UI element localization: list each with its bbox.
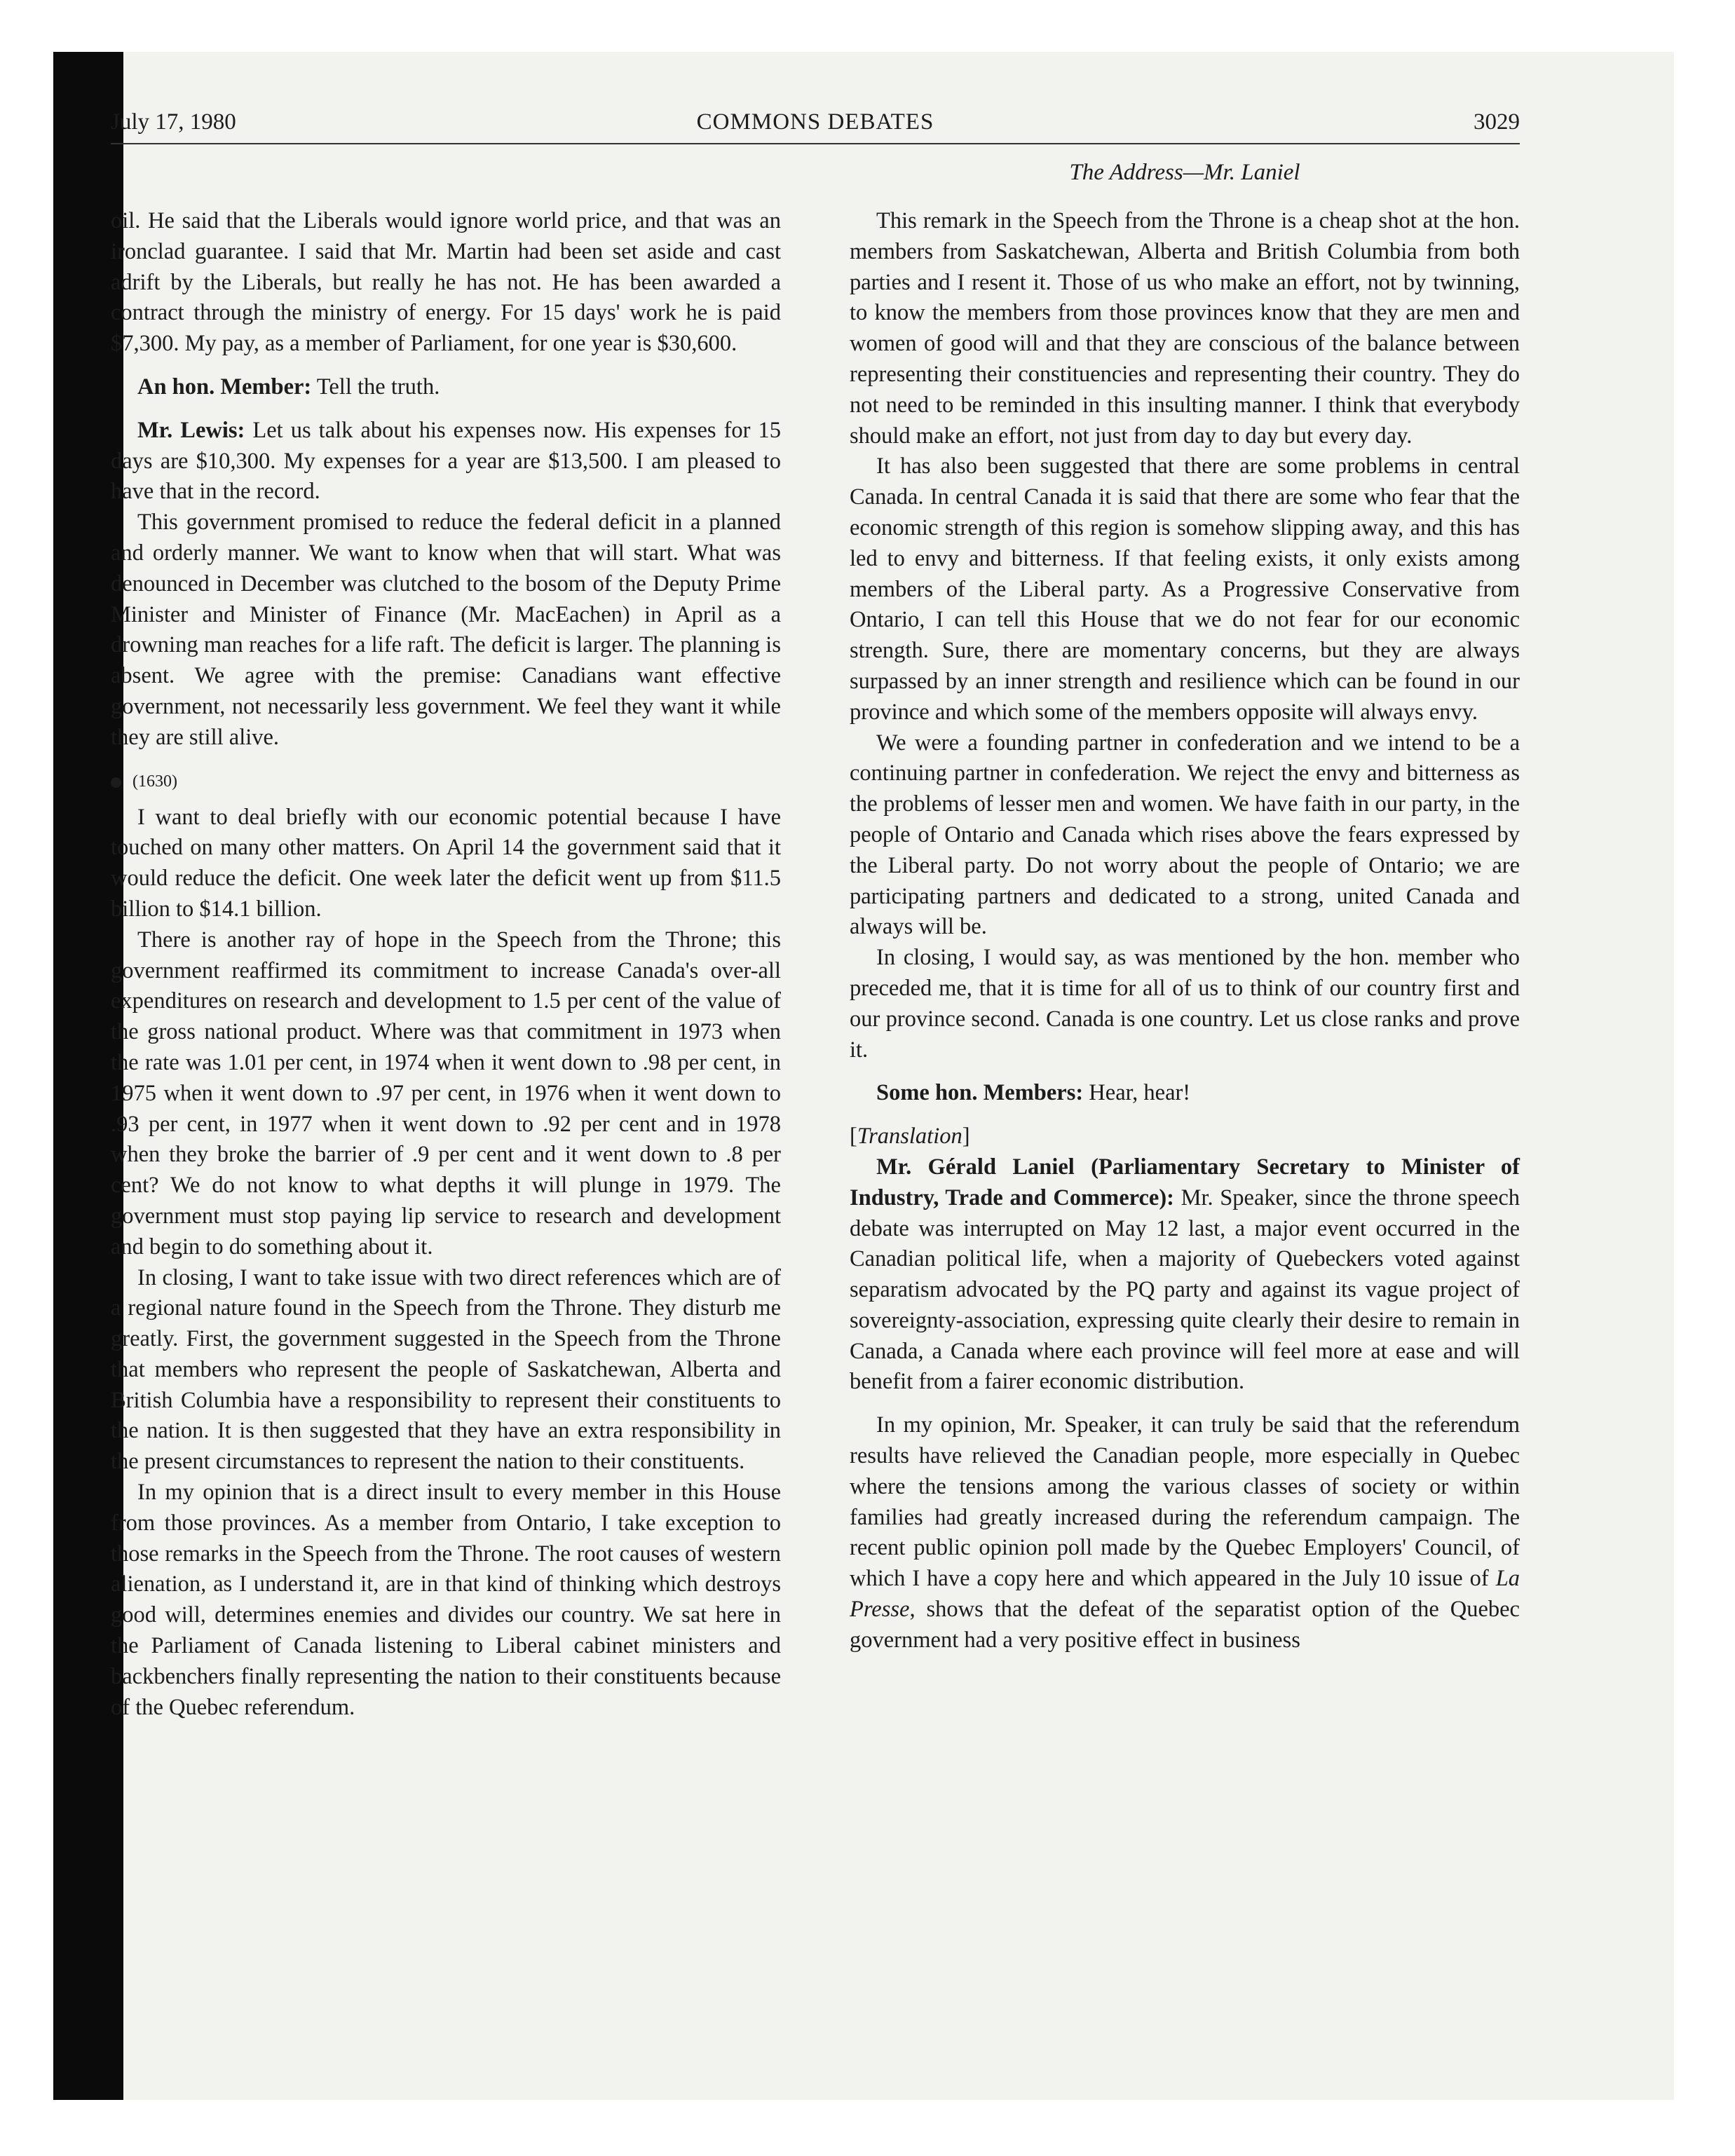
running-head: The Address—Mr. Laniel [1069, 160, 1300, 185]
paragraph: I want to deal briefly with our economic potential because I have touched on many other matters. On April 14 the government said that it would reduce the deficit. One week later the deficit went up from $11.5 billion to $14.1 billion. [111, 804, 781, 922]
page-number: 3029 [1474, 109, 1520, 135]
speaker-name: Some hon. Members: [876, 1080, 1084, 1106]
paragraph: In my opinion, Mr. Speaker, it can truly be said that the referendum results have relieved the Canadian people, more especially in Quebec where the tensions among the various classes of society or within families had greatly increased during the referendum campaign. The recent public opinion poll made by the Quebec Employers' Council, of which I have a copy here and which appeared in the July 10 issue of La Presse, shows that the defeat of the separatist option of the Quebec government had a very positive effect in business [850, 1412, 1520, 1653]
translation-label: Translation [857, 1124, 962, 1149]
speech-hon-member [111, 372, 781, 403]
speaker-name: An hon. Member: [137, 374, 312, 400]
page-header [111, 109, 1520, 139]
speech-text: Let us talk about his expenses now. His expenses for 15 days are $10,300. My expenses for a year are $13,500. I am pleased to have that in the record. [111, 417, 781, 505]
header-title: COMMONS DEBATES [696, 109, 934, 135]
speech-text: Tell the truth. [316, 374, 440, 400]
publication-name: La Presse [850, 1566, 1520, 1623]
paragraph: In my opinion that is a direct insult to every member in this House from those provinces. As a member from Ontario, I take exception to those remarks in the Speech from the Throne. The root causes of western alienation, as I understand it, are in that kind of thinking which destroys good will, determines enemies and divides our country. We sat here in the Parliament of Canada listening to Liberal cabinet ministers and backbenchers finally representing the nation to their constituents because of the Quebec referendum. [111, 1480, 781, 1720]
time-marker-text: (1630) [132, 772, 177, 791]
translation-note: [Translation] [850, 1124, 970, 1149]
paragraph: In closing, I would say, as was mentioned by the hon. member who preceded me, that it is time for all of us to think of our country first and our province second. Canada is one country. Let us close ranks and prove it. [850, 945, 1520, 1063]
header-date: July 17, 1980 [111, 109, 236, 135]
time-marker [111, 760, 781, 803]
paragraph: This government promised to reduce the federal deficit in a planned and orderly manner. We want to know when that will start. What was denounced in December was clutched to the bosom of the Deputy Prime Minister and Minister of Finance (Mr. MacEachen) in April as a drowning man reaches for a life raft. The deficit is larger. The planning is absent. We agree with the premise: Canadians want effective government, not necessarily less government. We feel they want it while they are still alive. [111, 510, 781, 750]
speech-laniel [850, 1152, 1520, 1398]
speaker-name: Mr. Gérald Laniel (Parliamentary Secretary to Minister of Industry, Trade and Commerce): [850, 1154, 1520, 1210]
left-column [111, 206, 781, 1723]
paragraph: We were a founding partner in confederation and we intend to be a continuing partner in confederation. We reject the envy and bitterness as the problems of lesser men and women. We have faith in our party, in the people of Ontario and Canada which rises above the fears expressed by the Liberal party. Do not worry about the people of Ontario; we are participating partners and dedicated to a strong, united Canada and always will be. [850, 730, 1520, 940]
speech-some-members [850, 1078, 1520, 1109]
paragraph: In closing, I want to take issue with two direct references which are of a regional nature found in the Speech from the Throne. They disturb me greatly. First, the government suggested in the Speech from the Throne that members who represent the people of Saskatchewan, Alberta and British Columbia have a responsibility to represent their constituents to the nation. It is then suggested that they have an extra responsibility in the present circumstances to represent the nation to their constituents. [111, 1264, 781, 1475]
paragraph: It has also been suggested that there are some problems in central Canada. In central Canada it is said that there are some who fear that the economic strength of this region is somehow slipping away, and this has led to envy and bitterness. If that feeling exists, it only exists among members of the Liberal party. As a Progressive Conservative from Ontario, I can tell this House that we do not fear for our economic strength. Sure, there are momentary concerns, but they are always surpassed by an inner strength and resilience which can be found in our province and which some of the members opposite will always envy. [850, 453, 1520, 725]
speech-text: Hear, hear! [1089, 1080, 1191, 1106]
paragraph: This remark in the Speech from the Throne is a cheap shot at the hon. members from Saskatchewan, Alberta and British Columbia from both parties and I resent it. Those of us who make an effort, not by twinning, to know the members from those provinces know that they are men and women of good will and that they are conscious of the balance between representing their constituencies and representing their country. They do not need to be reminded in this insulting manner. I think that everybody should make an effort, not just from day to day but every day. [850, 208, 1520, 449]
paragraph: oil. He said that the Liberals would ignore world price, and that was an ironclad guarantee. I said that Mr. Martin had been set aside and cast adrift by the Liberals, but really he has not. He has been awarded a contract through the ministry of energy. For 15 days' work he is paid $7,300. My pay, as a member of Parliament, for one year is $30,600. [111, 208, 781, 357]
speaker-name: Mr. Lewis: [137, 417, 245, 443]
speech-lewis [111, 416, 781, 507]
bullet-icon [111, 777, 121, 788]
speech-text: Mr. Speaker, since the throne speech debate was interrupted on May 12 last, a major event occurred in the Canadian political life, when a majority of Quebeckers voted against separatism advocated by the PQ party and against its vague project of sovereignty-association, expressing quite clearly their desire to remain in Canada, a Canada where each province will feel more at ease and will benefit from a fairer economic distribution. [850, 1185, 1520, 1395]
paragraph: There is another ray of hope in the Speech from the Throne; this government reaffirmed its commitment to increase Canada's over-all expenditures on research and development to 1.5 per cent of the value of the gross national product. Where was that commitment in 1973 when the rate was 1.01 per cent, in 1974 when it went down to .98 per cent, in 1975 when it went down to .97 per cent, in 1976 when it went down to .93 per cent, in 1977 when it went down to .92 per cent and in 1978 when they broke the barrier of .9 per cent and it went down to .8 per cent? We do not know to what depths it will plunge in 1979. The government must stop paying lip service to research and development and begin to do something about it. [111, 927, 781, 1260]
right-column [850, 206, 1520, 1656]
header-rule [111, 143, 1520, 144]
